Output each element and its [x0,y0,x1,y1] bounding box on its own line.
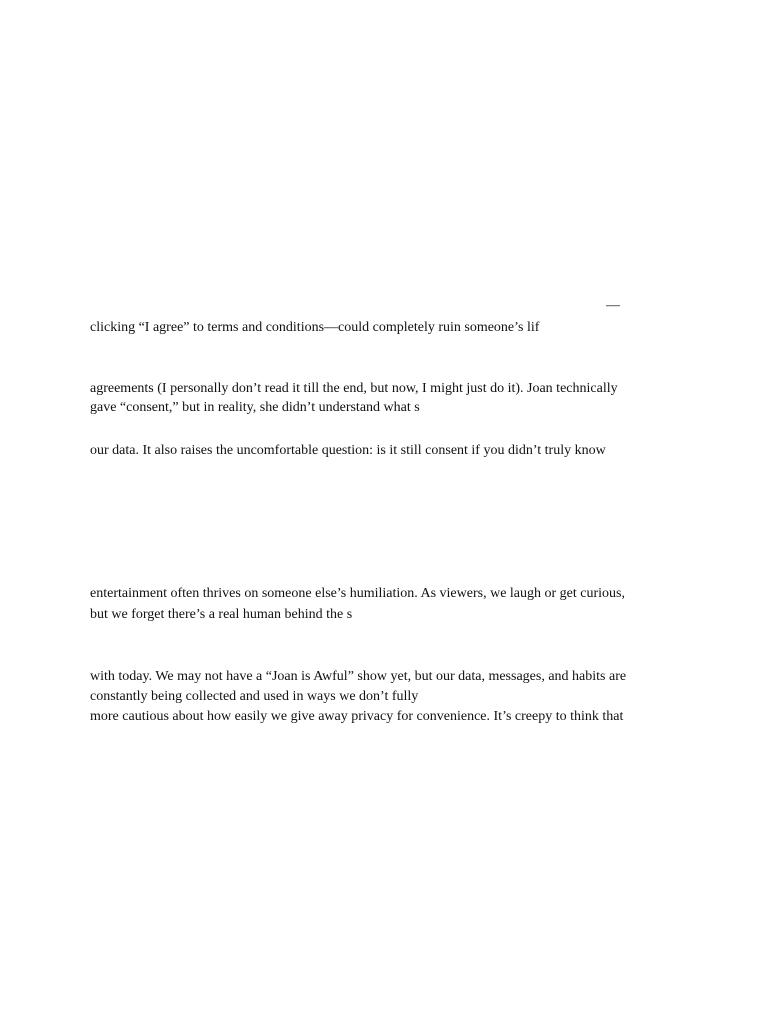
text-line-6: but we forget there’s a real human behind the s [90,607,353,622]
text-line-2: agreements (I personally don’t read it till the end, but now, I might just do it). Joan technically [90,381,618,396]
text-line-9: more cautious about how easily we give away privacy for convenience. It’s creepy to think that [90,709,624,724]
text-line-7: with today. We may not have a “Joan is Awful” show yet, but our data, messages, and habits are [90,669,627,684]
em-dash-fragment: — [606,298,620,313]
text-line-8: constantly being collected and used in ways we don’t fully [90,689,419,704]
text-line-3: gave “consent,” but in reality, she didn’t understand what s [90,400,420,415]
text-line-4: our data. It also raises the uncomfortable question: is it still consent if you didn’t truly know [90,443,606,458]
text-line-1: clicking “I agree” to terms and conditions—could completely ruin someone’s lif [90,320,540,335]
text-line-5: entertainment often thrives on someone else’s humiliation. As viewers, we laugh or get curious, [90,586,625,601]
